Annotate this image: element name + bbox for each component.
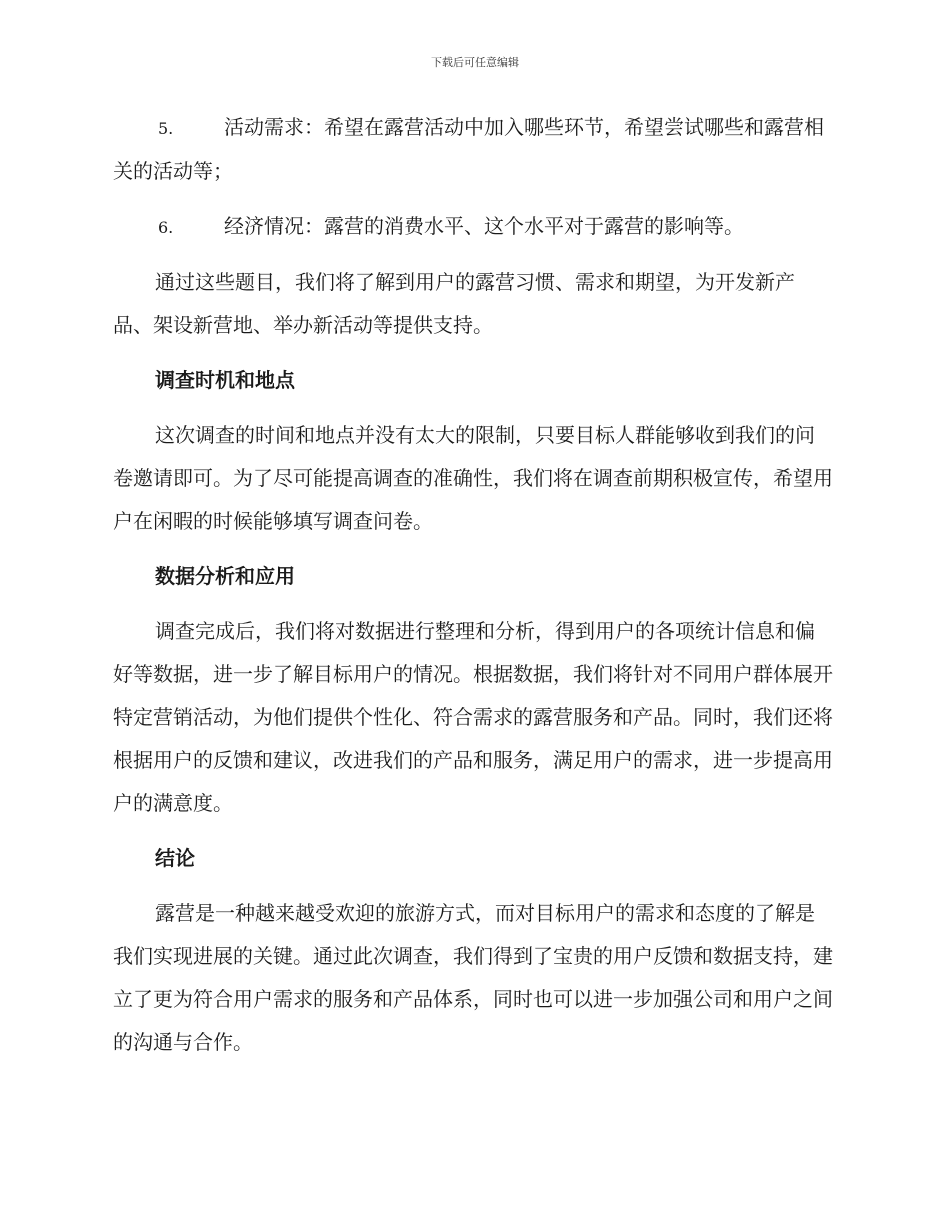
paragraph-data-analysis: 调查完成后，我们将对数据进行整理和分析，得到用户的各项统计信息和偏好等数据，进一步了解目标用户的情况。根据数据，我们将针对不同用户群体展开特定营销活动，为他们提供个性化、符合需求的露营服务和产品。同时，我们还将根据用户的反馈和建议，改进我们的产品和服务，满足用户的需求，进一步提高用户的满意度。 (113, 619, 833, 815)
paragraph-timing-location: 这次调查的时间和地点并没有太大的限制，只要目标人群能够收到我们的问卷邀请即可。为了尽可能提高调查的准确性，我们将在调查前期积极宣传，希望用户在闲暇的时候能够填写调查问卷。 (113, 423, 833, 533)
document-body (113, 106, 833, 1076)
paragraph-survey-purpose: 通过这些题目，我们将了解到用户的露营习惯、需求和期望，为开发新产品、架设新营地、举办新活动等提供支持。 (113, 270, 795, 337)
section-heading-conclusion: 结论 (155, 846, 195, 870)
list-item-number: 6. (158, 218, 174, 237)
list-item-text: 经济情况：露营的消费水平、这个水平对于露营的影响等。 (224, 214, 744, 238)
list-item (113, 205, 833, 249)
list-item-number: 5. (158, 119, 174, 138)
paragraph-conclusion: 露营是一种越来越受欢迎的旅游方式，而对目标用户的需求和态度的了解是我们实现进展的关键。通过此次调查，我们得到了宝贵的用户反馈和数据支持，建立了更为符合用户需求的服务和产品体系，同时也可以进一步加强公司和用户之间的沟通与合作。 (113, 901, 833, 1054)
section-heading-timing-location: 调查时机和地点 (155, 368, 295, 392)
list-item (113, 106, 833, 193)
page-header: 下载后可任意编辑 (431, 56, 519, 69)
list-item-text: 活动需求：希望在露营活动中加入哪些环节，希望尝试哪些和露营相关的活动等； (113, 115, 824, 183)
section-heading-data-analysis: 数据分析和应用 (155, 564, 295, 588)
